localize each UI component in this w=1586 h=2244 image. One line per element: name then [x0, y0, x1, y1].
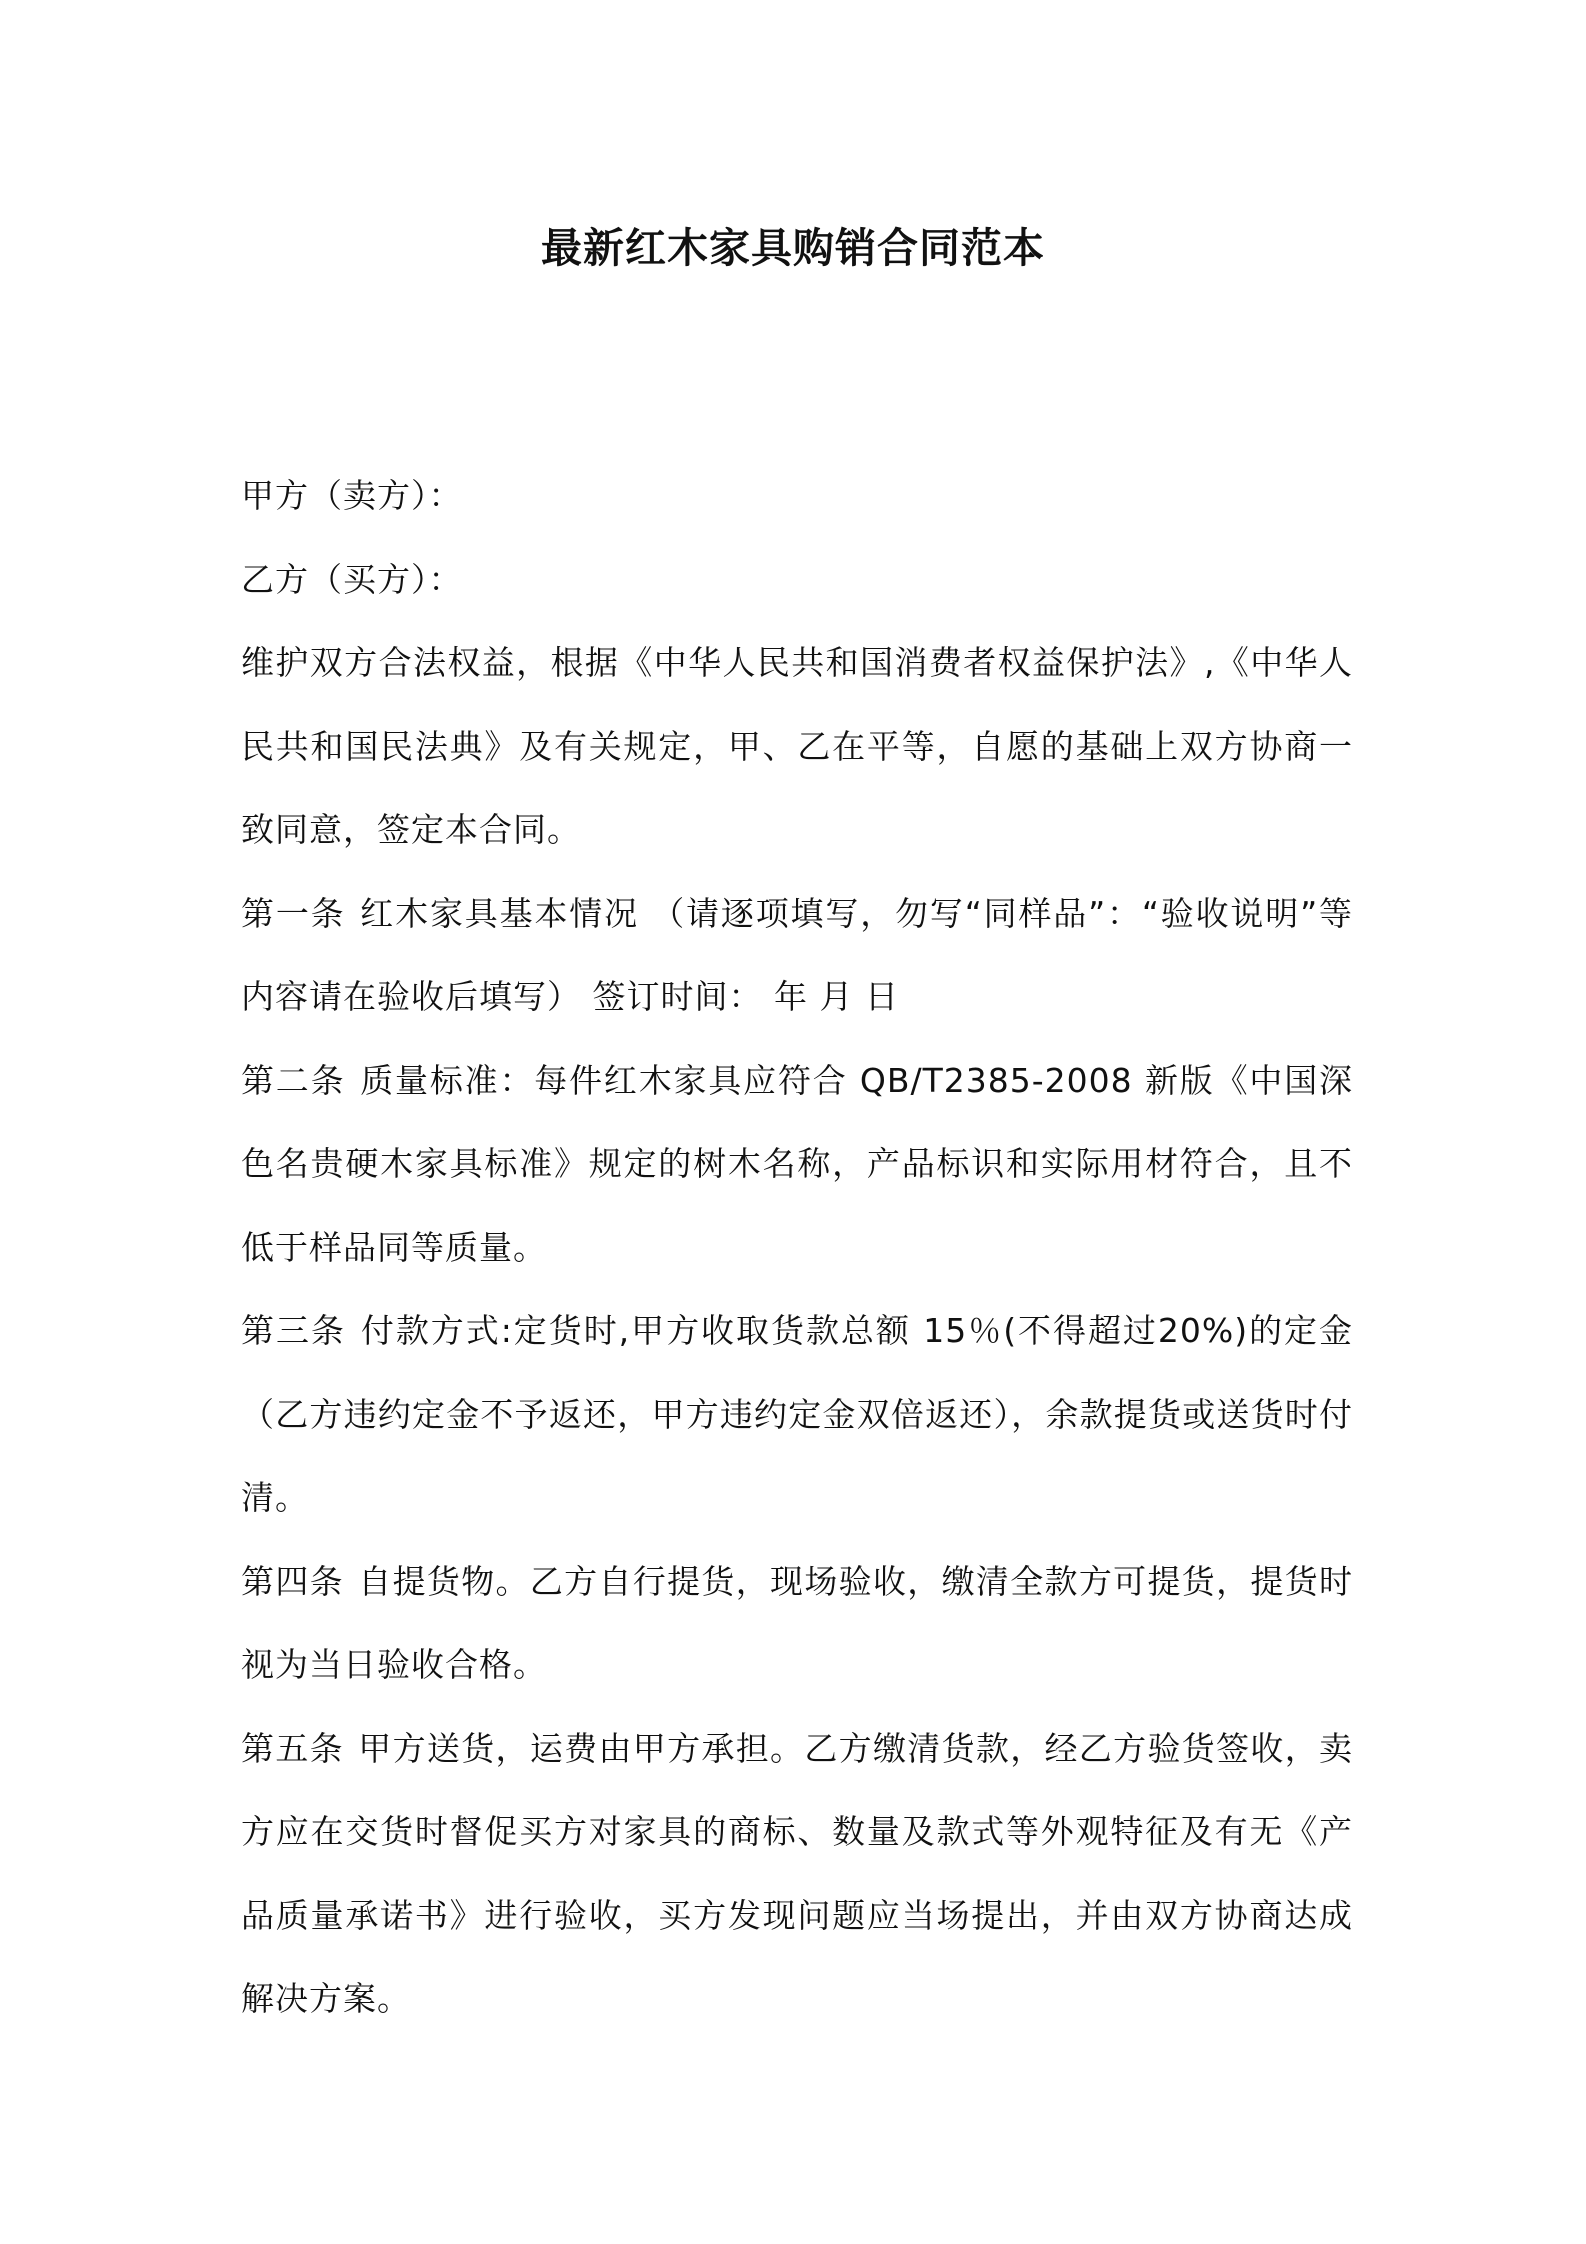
document-body [241, 454, 1353, 2041]
article-2 [241, 1039, 1353, 1290]
article-3 [241, 1289, 1353, 1540]
article-2-heading: 第二条 [241, 1060, 346, 1100]
article-4-text: 自提货物。乙方自行提货，现场验收，缴清全款方可提货，提货时视为当日验收合格。 [241, 1561, 1353, 1684]
article-3-heading: 第三条 [241, 1311, 346, 1350]
article-1-text: 红木家具基本情况 （请逐项填写，勿写“同样品”：“验收说明”等内容请在验收后填写） 签订时间： 年 月 日 [241, 893, 1354, 1016]
article-1 [241, 872, 1353, 1039]
article-1-heading: 第一条 [241, 893, 346, 933]
article-5-heading: 第五条 [241, 1728, 344, 1768]
article-5-text: 甲方送货，运费由甲方承担。乙方缴清货款，经乙方验货签收，卖方应在交货时督促买方对家具的商标、数量及款式等外观特征及有无《产品质量承诺书》进行验收，买方发现问题应当场提出，并由双方协商达成解决方案。 [241, 1728, 1353, 2018]
party-b-line: 乙方（买方）： [241, 559, 463, 599]
article-3-text: 付款方式:定货时,甲方收取货款总额 15％(不得超过20%)的定金（乙方违约定金不予返还，甲方违约定金双倍返还），余款提货或送货时付清。 [241, 1311, 1353, 1517]
article-5 [241, 1707, 1353, 2041]
document-title: 最新红木家具购销合同范本 [541, 224, 1045, 272]
article-4 [241, 1540, 1353, 1707]
article-4-heading: 第四条 [241, 1561, 344, 1601]
article-2-text: 质量标准：每件红木家具应符合 QB/T2385-2008 新版《中国深色名贵硬木家具标准》规定的树木名称，产品标识和实际用材符合，且不低于样品同等质量。 [241, 1060, 1353, 1267]
party-a-line: 甲方（卖方）： [241, 476, 463, 515]
preamble-paragraph: 维护双方合法权益，根据《中华人民共和国消费者权益保护法》,《中华人民共和国民法典》及有关规定，甲、乙在平等，自愿的基础上双方协商一致同意，签定本合同。 [241, 643, 1353, 849]
